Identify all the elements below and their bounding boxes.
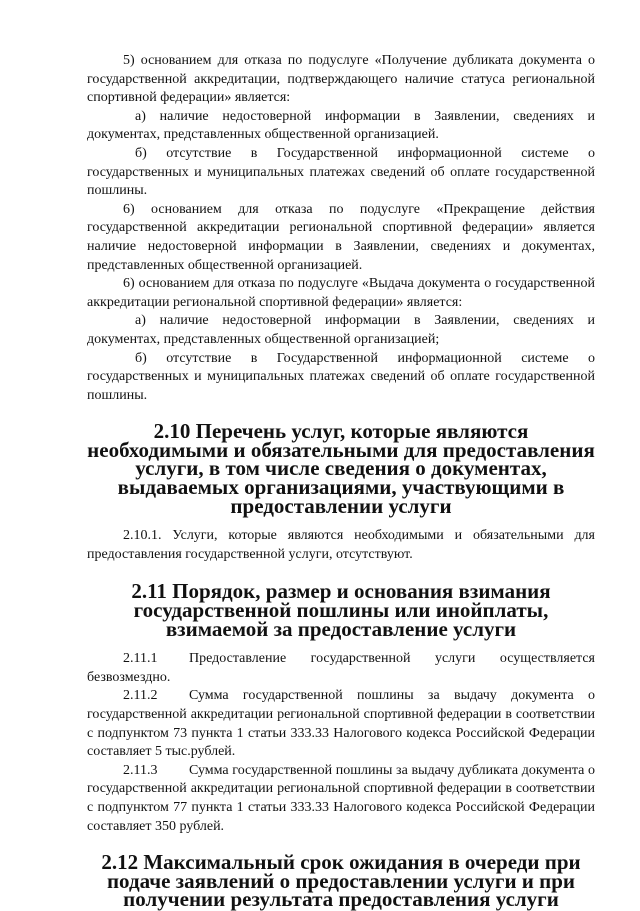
clause-text: Предоставление государственной услуги осуществляется безвозмездно. bbox=[87, 651, 595, 685]
paragraph-refusal-grounds-5: 5) основанием для отказа по подуслуге «Получение дубликата документа о государственной аккредитации, подтверждающего наличие статуса региональной спортивной федерации» является: bbox=[87, 53, 595, 106]
section-heading-2-11: 2.11 Порядок, размер и основания взимания государственной пошлины или инойплаты, взимаемой за предоставление услуги bbox=[131, 579, 551, 641]
paragraph-refusal-grounds-6-termination: 6) основанием для отказа по подуслуге «Прекращение действия государственной аккредитации региональной спортивной федерации» является наличие недостоверной информации в Заявлении, сведениях и документах, представленных общественной организацией. bbox=[87, 201, 595, 273]
clause-number: 2.11.1 bbox=[123, 651, 158, 667]
paragraph-item-b: б) отсутствие в Государственной информационной системе о государственных и муниципальных платежах сведений об оплате государственной пошлины. bbox=[87, 145, 595, 199]
paragraph-item-b-2: б) отсутствие в Государственной информационной системе о государственных и муниципальных платежах сведений об оплате государственной пошлины. bbox=[87, 350, 595, 403]
clause-number: 2.11.3 bbox=[123, 762, 158, 778]
paragraph-2-10-1: 2.10.1. Услуги, которые являются необходимыми и обязательными для предоставления государственной услуги, отсутствуют. bbox=[87, 528, 595, 562]
clause-text: Сумма государственной пошлины за выдачу дубликата документа о государственной аккредитации региональной спортивной федерации в соответствии с подпунктом 77 пункта 1 статьи 333.33 Налогового кодекса Российской Федерации составляет 350 рублей. bbox=[87, 762, 595, 834]
paragraph-2-11-1 bbox=[87, 650, 595, 687]
paragraph-item-a-2: а) наличие недостоверной информации в Заявлении, сведениях и документах, представленных общественной организацией; bbox=[87, 313, 595, 347]
paragraph-2-11-2 bbox=[87, 687, 595, 761]
paragraph-item-a: а) наличие недостоверной информации в Заявлении, сведениях и документах, представленных общественной организацией. bbox=[87, 108, 595, 143]
paragraph-2-11-3 bbox=[87, 762, 595, 836]
document-page bbox=[87, 52, 595, 909]
clause-text: Сумма государственной пошлины за выдачу документа о государственной аккредитации региональной спортивной федерации в соответствии с подпунктом 73 пункта 1 статьи 333.33 Налогового кодекса Российской Федерации составляет 5 тыс.рублей. bbox=[87, 688, 595, 760]
clause-number: 2.11.2 bbox=[123, 688, 158, 704]
section-heading-2-12: 2.12 Максимальный срок ожидания в очереди при подаче заявлений о предоставлении услуги и при получении результата предоставления услуги bbox=[101, 850, 581, 911]
section-heading-2-10: 2.10 Перечень услуг, которые являются необходимыми и обязательными для предоставления услуги, в том числе сведения о документах, выдаваемых организациями, участвующими в предоставлении услуги bbox=[87, 419, 595, 518]
paragraph-refusal-grounds-6-issuance: 6) основанием для отказа по подуслуге «Выдача документа о государственной аккредитации региональной спортивной федерации» является: bbox=[87, 276, 595, 310]
